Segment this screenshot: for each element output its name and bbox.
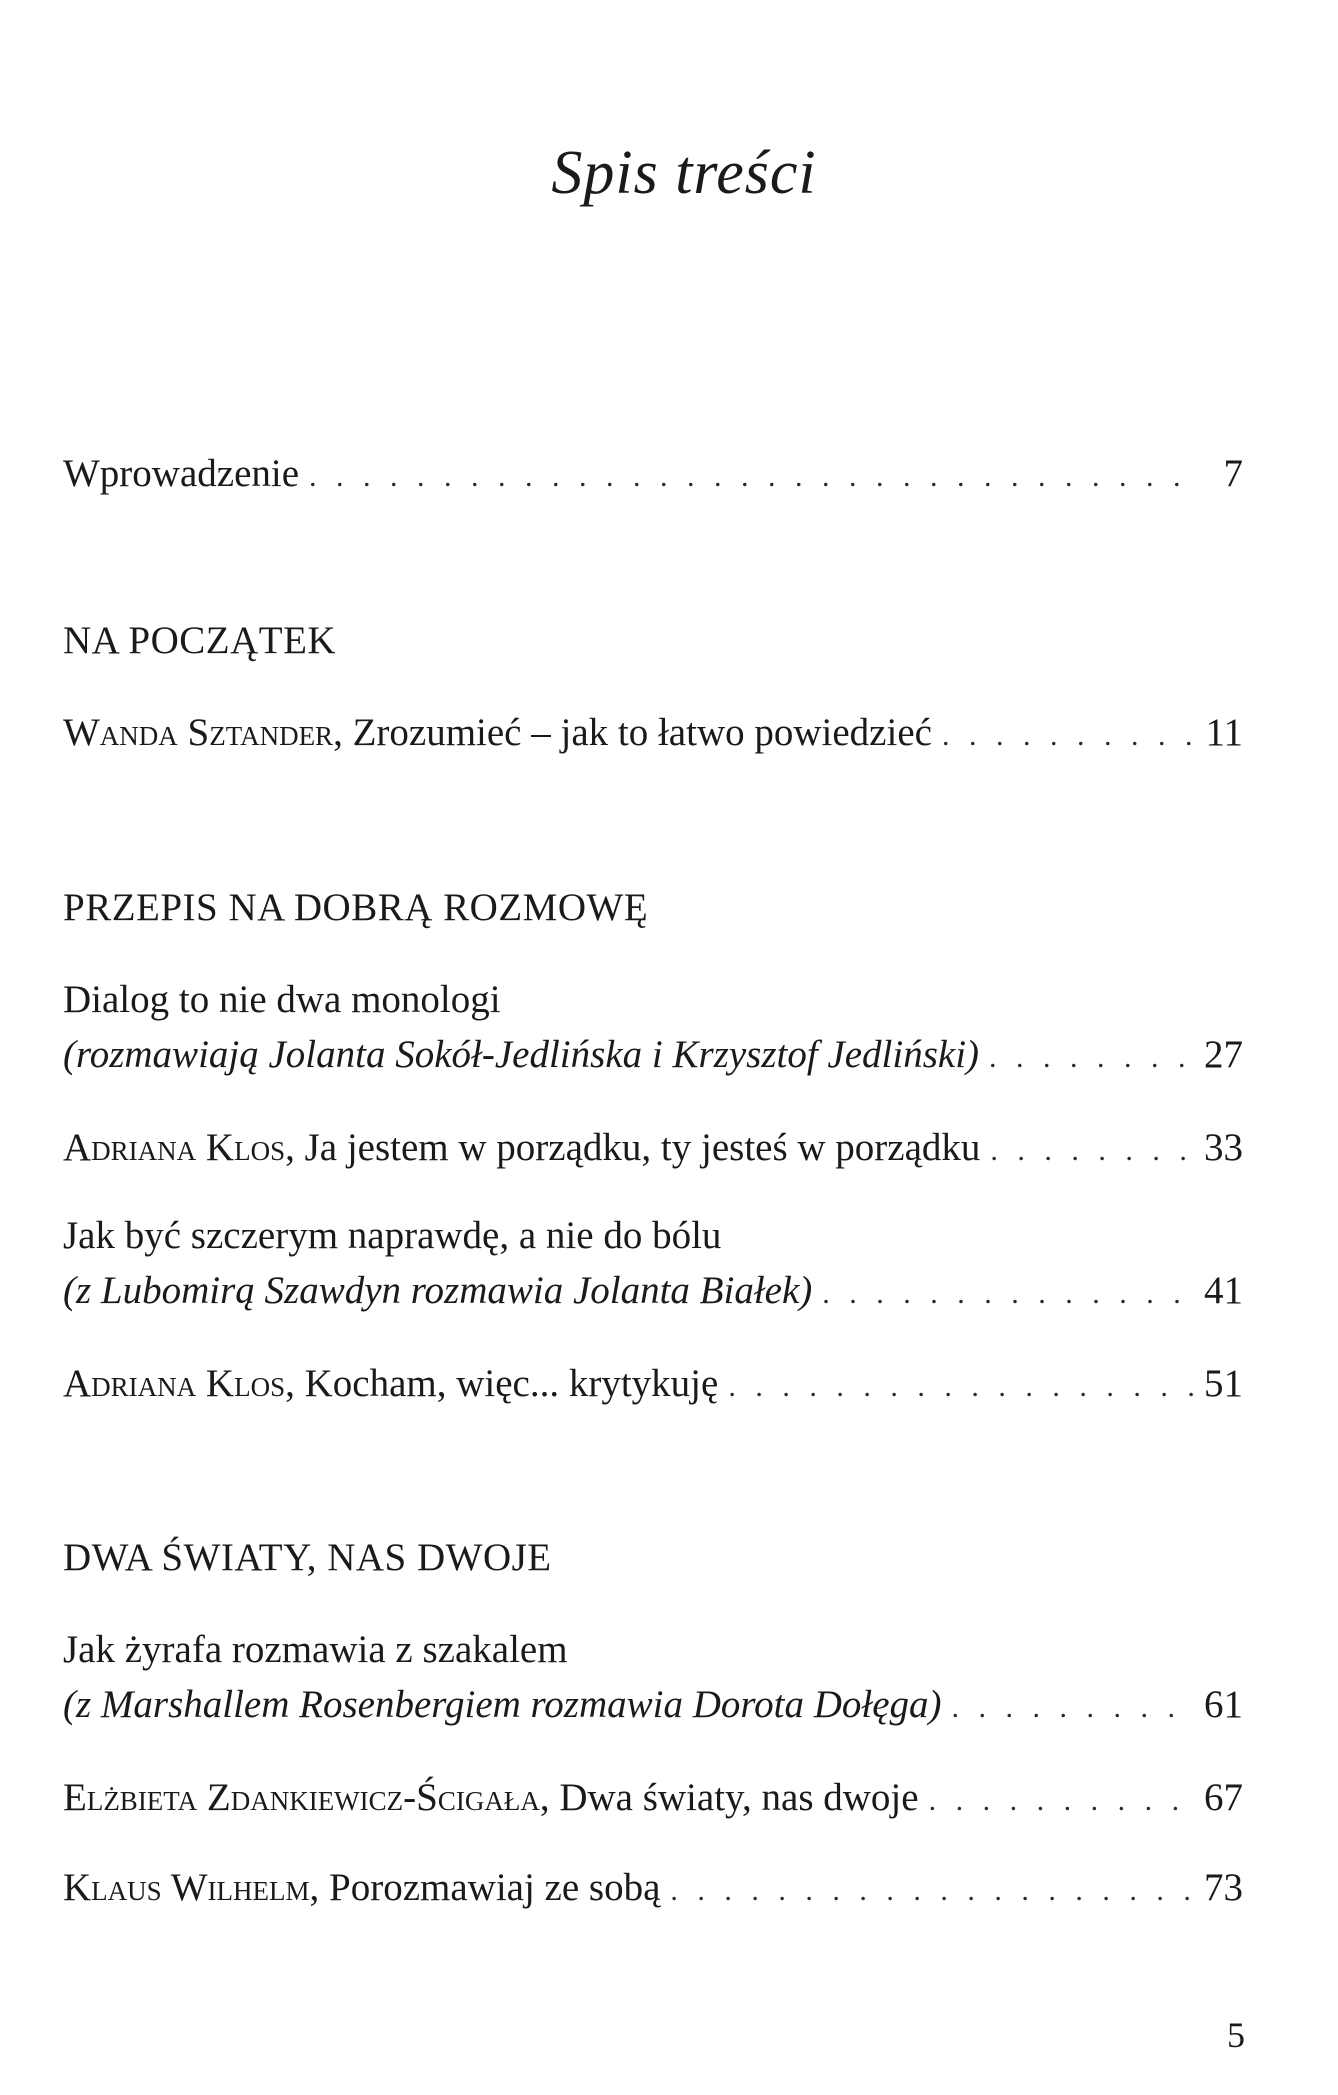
entry-author: Adriana Klos, bbox=[63, 1362, 295, 1405]
page-number: 73 bbox=[1204, 1866, 1243, 1909]
entry-subtitle: (z Lubomirą Szawdyn rozmawia Jolanta Białek) bbox=[63, 1269, 813, 1312]
page-number: 11 bbox=[1205, 711, 1243, 754]
toc-entry bbox=[63, 1860, 1243, 1918]
dot-leader bbox=[990, 1123, 1193, 1178]
page-number: 41 bbox=[1204, 1269, 1243, 1312]
entry-author: Elżbieta Zdankiewicz-Ścigała, bbox=[63, 1776, 550, 1819]
toc-entry bbox=[63, 1622, 1243, 1735]
dot-leader bbox=[822, 1266, 1193, 1321]
page-folio: 5 bbox=[1227, 2015, 1245, 2055]
entry-title: Zrozumieć – jak to łatwo powiedzieć bbox=[342, 711, 932, 754]
entry-author: Wanda Sztander, bbox=[63, 711, 343, 754]
entry-title: Jak być szczerym naprawdę, a nie do bólu bbox=[63, 1214, 722, 1257]
page-number: 61 bbox=[1204, 1683, 1243, 1726]
page-number: 33 bbox=[1204, 1126, 1243, 1169]
entry-subtitle: (rozmawiają Jolanta Sokół-Jedlińska i Krzysztof Jedliński) bbox=[63, 1033, 980, 1076]
page-number: 51 bbox=[1204, 1362, 1243, 1405]
dot-leader bbox=[670, 1863, 1193, 1918]
entry-author: Klaus Wilhelm, bbox=[63, 1866, 320, 1909]
entry-subtitle: (z Marshallem Rosenbergiem rozmawia Dorota Dołęga) bbox=[63, 1683, 942, 1726]
entry-title: Ja jestem w porządku, ty jesteś w porządku bbox=[294, 1126, 981, 1169]
section-heading: PRZEPIS NA DOBRĄ ROZMOWĘ bbox=[63, 886, 649, 929]
dot-leader bbox=[942, 708, 1193, 763]
entry-title: Kocham, więc... krytykuję bbox=[294, 1362, 719, 1405]
toc-entry-intro bbox=[63, 446, 1243, 504]
toc-entry bbox=[63, 1208, 1243, 1321]
dot-leader bbox=[309, 449, 1193, 504]
entry-title: Jak żyrafa rozmawia z szakalem bbox=[63, 1628, 568, 1671]
page-number: 67 bbox=[1204, 1776, 1243, 1819]
entry-title: Porozmawiaj ze sobą bbox=[319, 1866, 661, 1909]
entry-title: Dialog to nie dwa monologi bbox=[63, 978, 501, 1021]
dot-leader bbox=[929, 1773, 1193, 1828]
section-heading: DWA ŚWIATY, NAS DWOJE bbox=[63, 1536, 552, 1579]
page-title: Spis treści bbox=[551, 139, 817, 207]
page-number: 7 bbox=[1223, 452, 1243, 495]
section-heading: NA POCZĄTEK bbox=[63, 619, 337, 662]
toc-entry bbox=[63, 1120, 1243, 1178]
dot-leader bbox=[728, 1359, 1193, 1414]
toc-entry bbox=[63, 1356, 1243, 1414]
toc-entry bbox=[63, 972, 1243, 1085]
dot-leader bbox=[989, 1030, 1193, 1085]
entry-title: Dwa światy, nas dwoje bbox=[549, 1776, 919, 1819]
toc-entry bbox=[63, 1770, 1243, 1828]
entry-author: Adriana Klos, bbox=[63, 1126, 295, 1169]
page-number: 27 bbox=[1204, 1033, 1243, 1076]
toc-entry bbox=[63, 705, 1243, 763]
dot-leader bbox=[952, 1680, 1193, 1735]
entry-title: Wprowadzenie bbox=[63, 452, 300, 495]
